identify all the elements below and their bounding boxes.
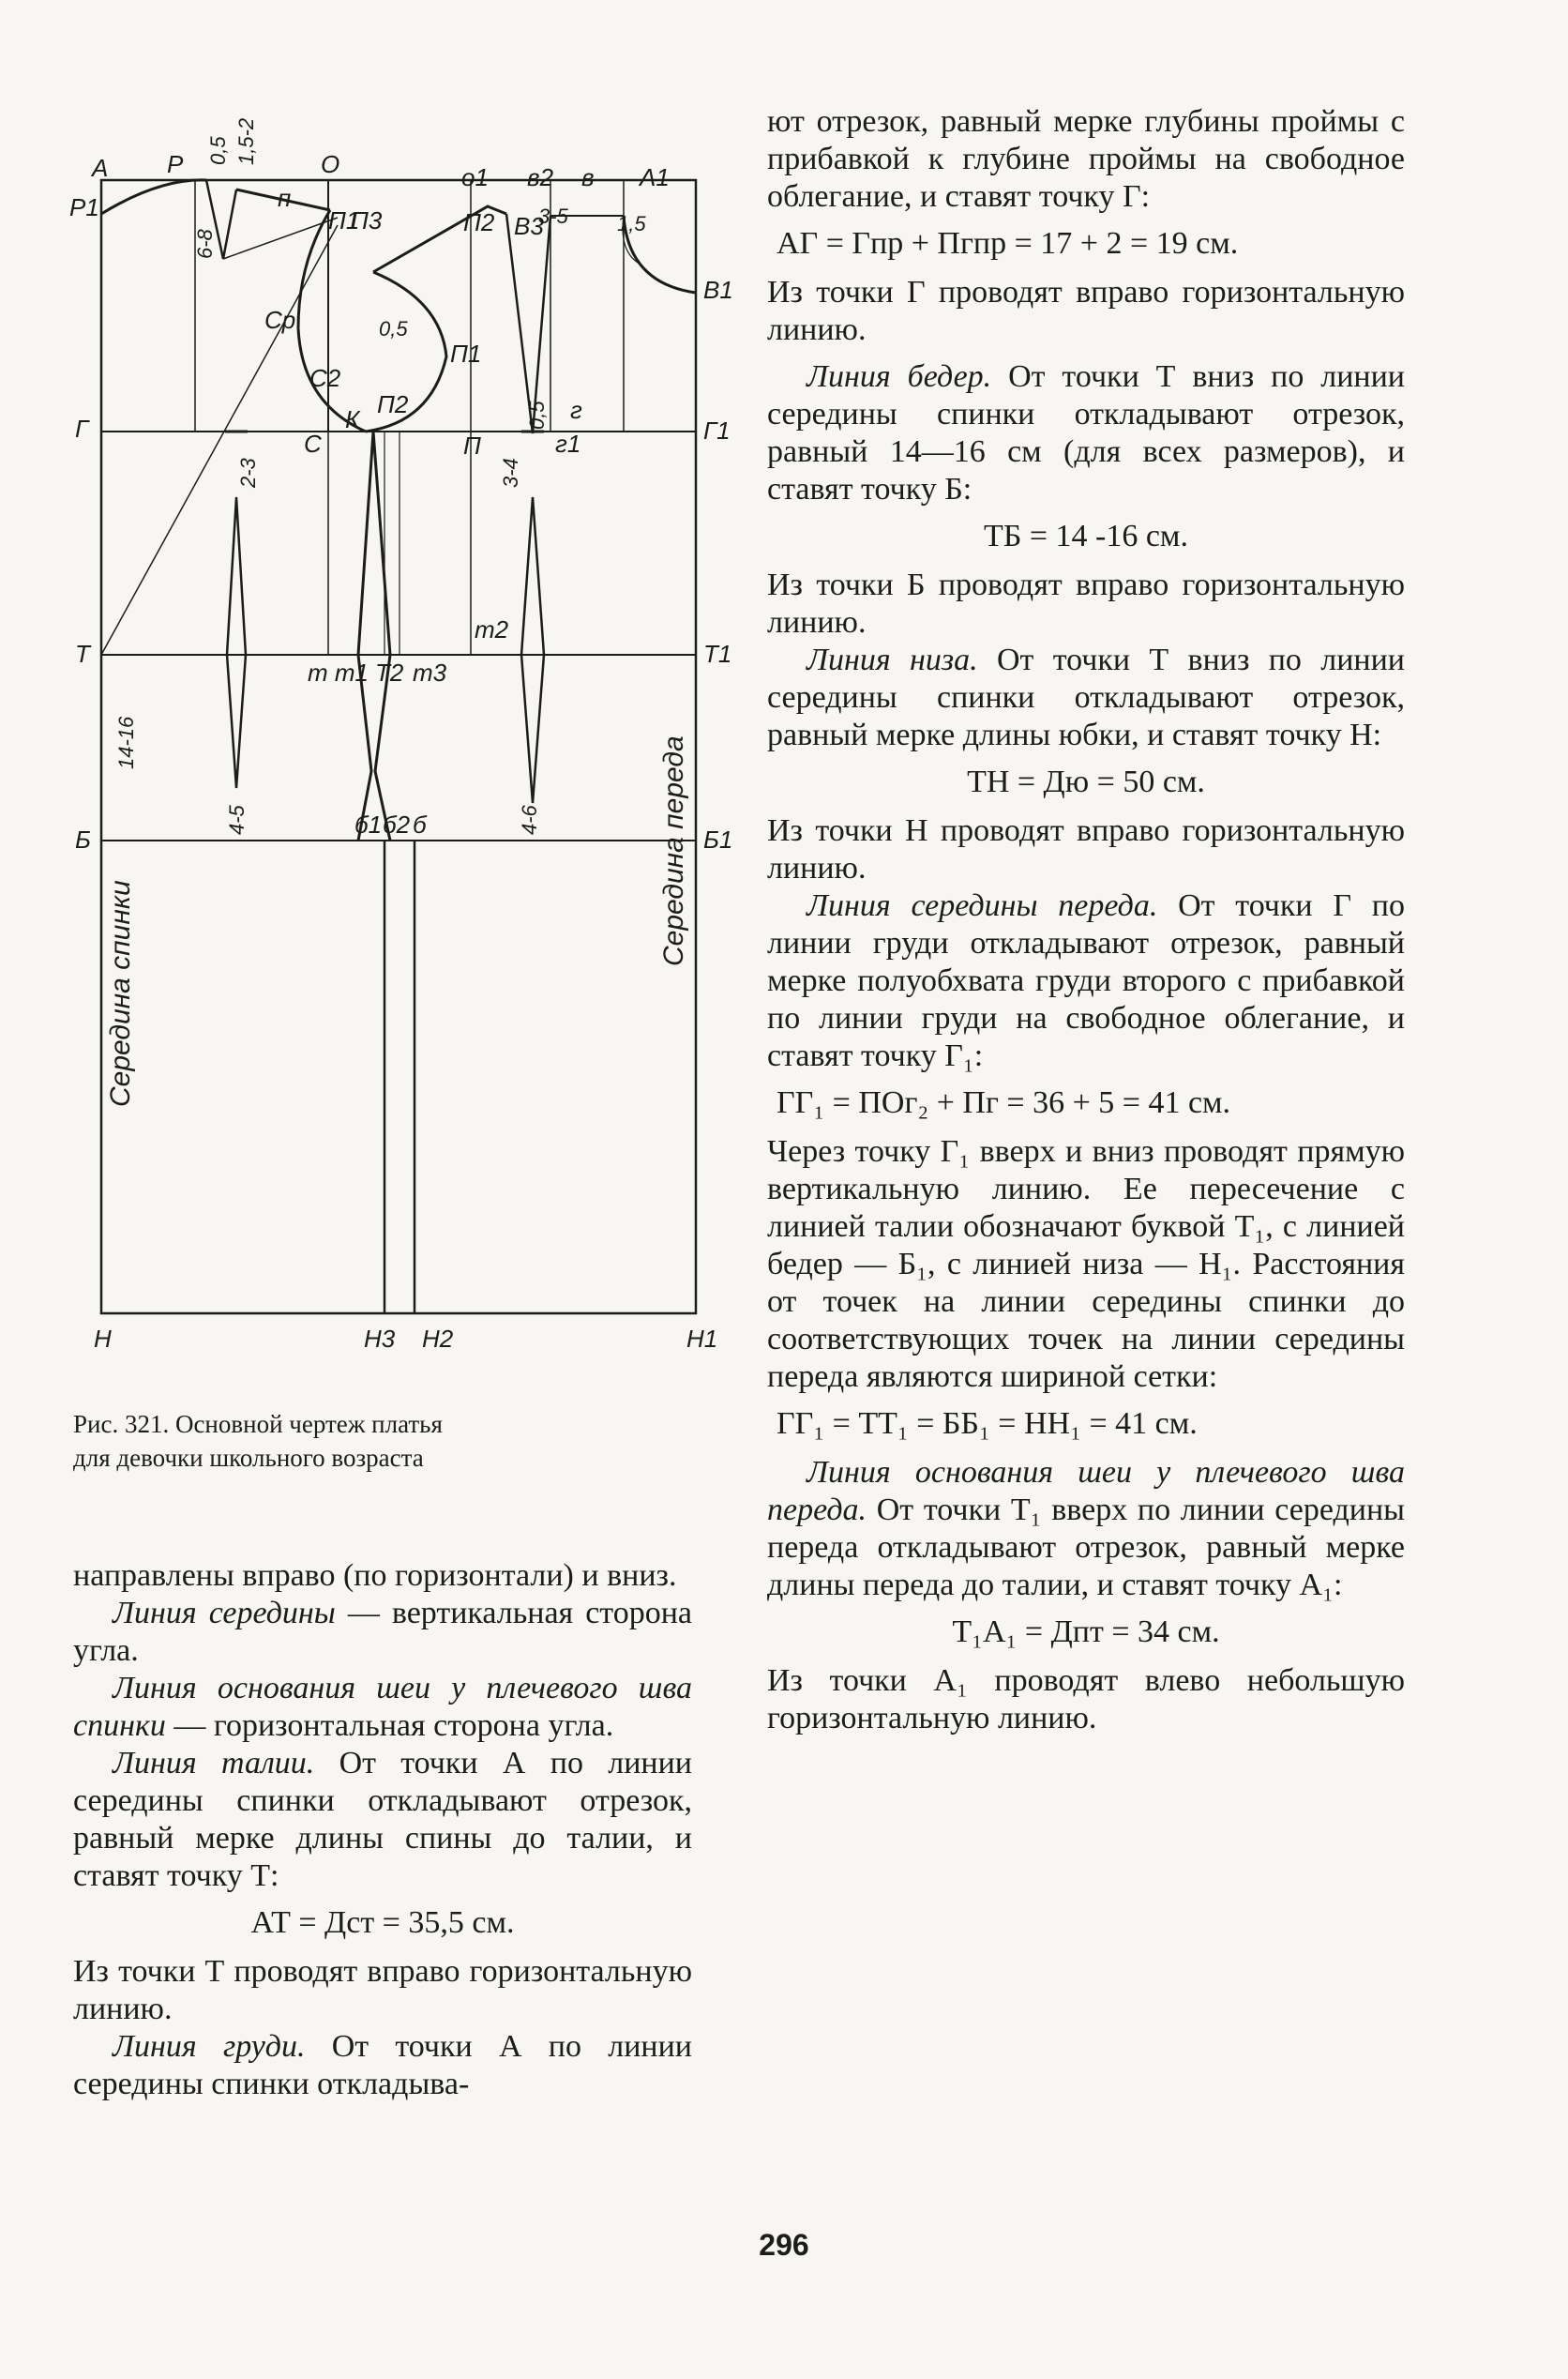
lbl-G1: Г1 [703, 417, 731, 445]
dim-05: 0,5 [206, 136, 230, 165]
lbl-H3: Н3 [364, 1325, 396, 1353]
lbl-C: С [304, 430, 322, 458]
lbl-H: Н [94, 1325, 112, 1353]
lbl-A1: А1 [640, 163, 670, 191]
dim-14-16: 14-16 [114, 716, 138, 769]
dim-05c: 0,5 [525, 401, 549, 430]
lbl-T2: Т2 [375, 659, 404, 687]
dim-4-6: 4-6 [518, 805, 541, 835]
left-column [73, 1557, 692, 2103]
paragraph: направлены вправо (по горизонтали) и вниз. [73, 1558, 677, 1593]
paragraph: Линия середины — вертикальная сторона угла. [73, 1596, 692, 1668]
right-column [767, 103, 1405, 1737]
lbl-T1: Т1 [703, 640, 732, 668]
formula: ТБ = 14 -16 см. [984, 519, 1188, 553]
lbl-P1b: П1 [328, 206, 360, 235]
formula: ГГ₁ = ПОг₂ + Пг = 36 + 5 = 41 см. [776, 1085, 1231, 1120]
paragraph: Из точки Н проводят вправо горизонтальную линию. [767, 813, 1405, 886]
lbl-B3: В3 [514, 212, 544, 240]
paragraph: Из точки А₁ проводят влево небольшую горизонтальную линию. [767, 1663, 1405, 1735]
lbl-T: Т [75, 640, 90, 668]
lbl-m3: т3 [413, 659, 447, 687]
lbl-P: Р [167, 150, 184, 178]
lbl-P2: П2 [463, 208, 495, 236]
lbl-H1: Н1 [686, 1325, 718, 1353]
paragraph: Линия бедер. От точки Т вниз по линии середины спинки откладывают отрезок, равный 14—16 см (для всех размеров), и ставят точку Б: [767, 359, 1406, 507]
lbl-g1: г1 [555, 430, 581, 458]
dim-15-2: 1,5-2 [234, 117, 258, 165]
dim-3-5: 3-5 [538, 205, 568, 228]
back-center-label: Середина спинки [105, 880, 136, 1107]
lbl-Pp: П [463, 432, 481, 460]
lbl-v: в [581, 163, 595, 191]
lbl-P1: Р1 [69, 193, 99, 221]
lbl-K: К [345, 405, 360, 433]
formula: ТН = Дю = 50 см. [967, 765, 1205, 799]
frame [101, 180, 696, 1313]
formula: АТ = Дст = 35,5 см. [250, 1905, 515, 1940]
lbl-P1r: П1 [450, 340, 482, 368]
lbl-m2: т2 [475, 615, 509, 644]
lbl-b2: б2 [383, 811, 411, 839]
paragraph: Линия низа. От точки Т вниз по линии середины спинки откладывают отрезок, равный мерке длины юбки, и ставят точку Н: [767, 643, 1405, 752]
lbl-v2: в2 [527, 163, 554, 191]
lbl-B1: В1 [703, 276, 733, 304]
paragraph: Линия середины переда. От точки Г по линии груди откладывают отрезок, равный мерке полуобхвата груди второго с прибавкой по линии груди на свободное облегание, и ставят точку Г₁: [767, 888, 1406, 1073]
paragraph: Линия талии. От точки А по линии середины спинки откладывают отрезок, равный мерке длины спины до талии, и ставят точку Т: [73, 1746, 692, 1893]
lbl-O: О [321, 150, 340, 178]
lbl-H2: Н2 [422, 1325, 454, 1353]
lbl-g: г [570, 396, 582, 424]
lbl-A: А [92, 154, 109, 182]
dim-3-4: 3-4 [499, 458, 522, 488]
paragraph: ют отрезок, равный мерке глубины проймы с прибавкой к глубине проймы на свободное облегание, и ставят точку Г: [767, 104, 1405, 214]
dim-05b: 0,5 [379, 317, 408, 341]
lbl-Cr: Ср [264, 306, 296, 334]
paragraph: Через точку Г₁ вверх и вниз проводят прямую вертикальную линию. Ее пересечение с линией талии обозначают буквой Т₁, с линией бедер — Б₁, с линией низа — Н₁. Расстояния от точек на линии середины спинки до соответствующих точек на линии середины переда являются шириной сетки: [767, 1134, 1405, 1394]
lbl-P3: П3 [351, 206, 383, 235]
dim-4-5: 4-5 [225, 805, 249, 835]
caption-line-1: Рис. 321. Основной чертеж платья [73, 1410, 443, 1438]
formula: Т₁А₁ = Дпт = 34 см. [952, 1614, 1220, 1649]
lbl-G: Г [75, 415, 89, 443]
lbl-p: п [278, 184, 292, 212]
dim-6-8: 6-8 [193, 229, 217, 259]
dress-pattern-drawing [56, 75, 750, 1370]
paragraph: Из точки Б проводят вправо горизонтальную линию. [767, 568, 1405, 640]
paragraph: Из точки Г проводят вправо горизонтальную линию. [767, 275, 1405, 347]
lbl-C2: С2 [309, 364, 341, 392]
page-number: 296 [759, 2228, 809, 2262]
formula: ГГ₁ = ТТ₁ = ББ₁ = НН₁ = 41 см. [776, 1406, 1198, 1441]
lbl-P2b: П2 [377, 390, 409, 418]
formula: АГ = Гпр + Пгпр = 17 + 2 = 19 см. [776, 226, 1239, 261]
paragraph: Из точки Т проводят вправо горизонтальную линию. [73, 1954, 692, 2026]
caption-line-2: для девочки школьного возраста [73, 1444, 424, 1472]
lbl-B1r: Б1 [703, 826, 733, 854]
paragraph: Линия основания шеи у плечевого шва спинки — горизонтальная сторона угла. [73, 1671, 692, 1743]
paragraph: Линия основания шеи у плечевого шва переда. От точки Т₁ вверх по линии середины переда откладывают отрезок, равный мерке длины переда до талии, и ставят точку А₁: [767, 1455, 1405, 1602]
lbl-b: б [413, 811, 427, 839]
lbl-B: Б [75, 826, 91, 854]
dim-2-3: 2-3 [236, 458, 260, 488]
dim-15: 1,5 [617, 212, 646, 235]
lbl-o1: о1 [461, 163, 489, 191]
front-center-label: Середина переда [658, 735, 689, 966]
lbl-mm1: т т1 [308, 659, 369, 687]
figure-caption [73, 1407, 673, 1475]
lbl-b1: б1 [354, 811, 383, 839]
paragraph: Линия груди. От точки А по линии середины спинки откладыва- [73, 2029, 692, 2101]
